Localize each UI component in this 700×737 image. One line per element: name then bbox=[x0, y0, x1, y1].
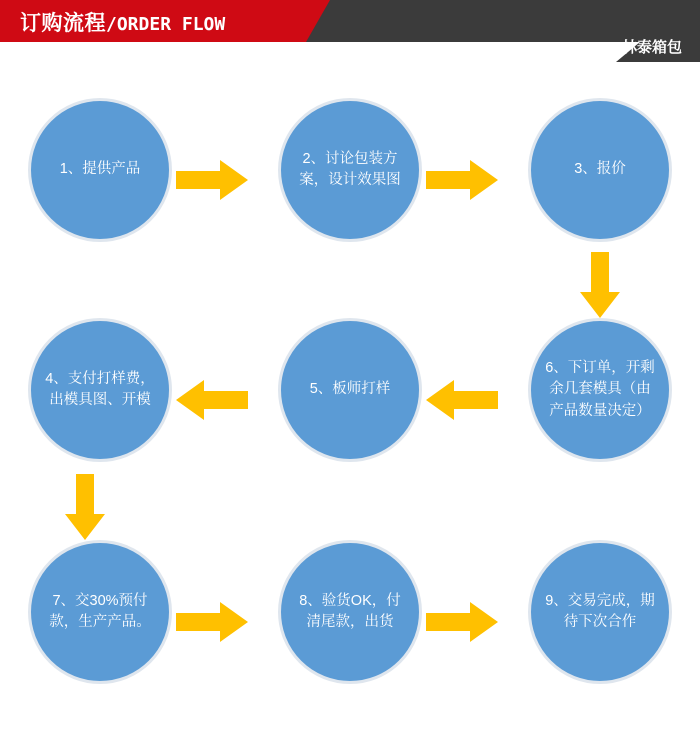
flow-node-9-label: 9、交易完成，期待下次合作 bbox=[545, 592, 655, 630]
flow-node-7-label: 7、交30%预付款，生产产品。 bbox=[49, 592, 151, 630]
flow-node-5-label: 5、板师打样 bbox=[309, 381, 391, 398]
arrow-node6-to-node5-icon bbox=[426, 380, 498, 420]
arrow-node5-to-node4-icon bbox=[176, 380, 248, 420]
flow-node-7 bbox=[28, 540, 172, 684]
flow-node-6-label: 6、下订单，开剩余几套模具（由产品数量决定） bbox=[545, 360, 655, 419]
flow-node-4 bbox=[28, 318, 172, 462]
flow-node-2 bbox=[278, 98, 422, 242]
arrow-node3-to-node6-icon bbox=[580, 252, 620, 318]
page-title bbox=[20, 7, 225, 37]
flow-node-3 bbox=[528, 98, 672, 242]
flow-node-1 bbox=[28, 98, 172, 242]
flow-node-3-label: 3、报价 bbox=[574, 161, 626, 178]
arrow-node4-to-node7-icon bbox=[65, 474, 105, 540]
page-header bbox=[0, 0, 700, 62]
flow-node-6 bbox=[528, 318, 672, 462]
header-white-strip bbox=[0, 42, 640, 62]
flow-node-4-label: 4、支付打样费，出模具图、开模 bbox=[45, 370, 155, 408]
brand-name: 林泰箱包 bbox=[621, 39, 682, 56]
arrow-node7-to-node8-icon bbox=[176, 602, 248, 642]
flow-node-2-label: 2、讨论包装方案，设计效果图 bbox=[299, 150, 401, 188]
page-title-cn: 订购流程 bbox=[20, 12, 106, 35]
page-title-separator: / bbox=[106, 14, 117, 35]
flow-node-9 bbox=[528, 540, 672, 684]
flow-node-8-label: 8、验货OK，付清尾款，出货 bbox=[299, 592, 401, 630]
flow-node-8 bbox=[278, 540, 422, 684]
page-title-en: ORDER FLOW bbox=[116, 14, 226, 35]
flow-node-5 bbox=[278, 318, 422, 462]
flow-node-1-label: 1、提供产品 bbox=[59, 161, 141, 178]
arrow-node1-to-node2-icon bbox=[176, 160, 248, 200]
arrow-node2-to-node3-icon bbox=[426, 160, 498, 200]
order-flow-diagram bbox=[0, 62, 700, 737]
arrow-node8-to-node9-icon bbox=[426, 602, 498, 642]
